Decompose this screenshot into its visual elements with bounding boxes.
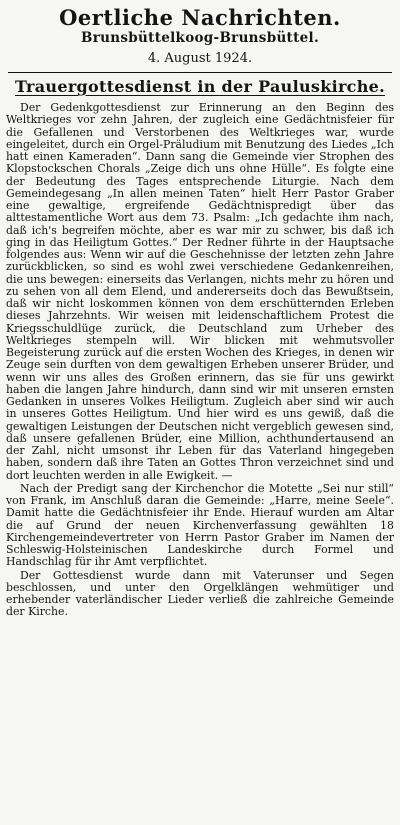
publication-date: 4. August 1924. (147, 51, 253, 66)
section-title: Oertliche Nachrichten. (59, 5, 341, 30)
article-body (6, 102, 394, 619)
article-paragraph-1: Der Gedenkgottesdienst zur Erinnerung an den Beginn des Weltkrieges vor zehn Jahren, der zugleich eine Gedächtnisfeier für die Gefallenen und Verstorbenen des Weltkrieges war, wurde eingeleitet, durch ein Orgel-Präludium mit Benutzung des Liedes „Ich hatt einen Kameraden“. Dann sang die Gemeinde vier Strophen des Klopstockschen Chorals „Zeige dich uns ohne Hülle“. Es folgte eine der Bedeutung des Tages entsprechende Liturgie. Nach dem Gemeindegesang „In allen meinen Taten“ hielt Herr Pastor Graber eine gewaltige, ergreifende Gedächtnispredigt über das alttestamentliche Wort aus dem 73. Psalm: „Ich gedachte ihm nach, daß ich's begreifen möchte, aber es war mir zu schwer, bis daß ich ging in das Heiligtum Gottes.“ Der Redner führte in der Hauptsache folgendes aus: Wenn wir auf die Geschehnisse der letzten zehn Jahre zurückblicken, so sind es wohl zwei verschiedene Gedankenreihen, die uns bewegen: einerseits das Verlangen, nichts mehr zu hören und zu sehen von all dem Elend, und andererseits doch das Bewußtsein, daß wir nicht loskommen können von dem erschütternden Erleben dieses Jahrzehnts. Wir weisen mit leidenschaftlichem Protest die Kriegsschuldlüge zurück, die Deutschland zum Urheber des Weltkrieges stempeln will. Wir blicken mit wehmutsvoller Begeisterung zurück auf die ersten Wochen des Krieges, in denen wir Zeuge sein durften von dem gewaltigen Erheben unserer Brüder, und wenn wir uns alles des Großen erinnern, das sie für uns gewirkt haben die langen Jahre hindurch, dann sind wir mit unseren ernsten Gedanken in unseres Volkes Heiligtum. Zugleich aber sind wir auch in unseres Gottes Heiligtum. Und hier wird es uns gewiß, daß die gewaltigen Leistungen der Deutschen nicht vergeblich gewesen sind, daß unsere gefallenen Brüder, eine Million, achthundertausend an der Zahl, nicht umsonst ihr Leben für das Vaterland hingegeben haben, sondern daß ihre Taten an Gottes Thron verzeichnet sind und dort leuchten werden in alle Ewigkeit. — (6, 101, 394, 482)
masthead-divider (8, 72, 392, 73)
article-paragraph-2: Nach der Predigt sang der Kirchenchor die Motette „Sei nur still“ von Frank, im Anschluß daran die Gemeinde: „Harre, meine Seele“. Damit hatte die Gedächtnisfeier ihr Ende. Hierauf wurden am Altar die auf Grund der neuen Kirchenverfassung gewählten 18 Kirchengemeindevertreter von Herrn Pastor Graber im Namen der Schleswig-Holsteinischen Landeskirche durch Formel und Handschlag für ihr Amt verpflichtet. (6, 481, 394, 569)
article-headline: Trauergottesdienst in der Pauluskirche. (14, 77, 386, 96)
masthead (6, 6, 394, 68)
article-paragraph-3: Der Gottesdienst wurde dann mit Vaterunser und Segen beschlossen, und unter den Orgelklängen wehmütiger und erhebender vaterländischer Lieder verließ die zahlreiche Gemeinde der Kirche. (6, 568, 394, 619)
section-subtitle: Brunsbüttelkoog-Brunsbüttel. (81, 30, 319, 46)
